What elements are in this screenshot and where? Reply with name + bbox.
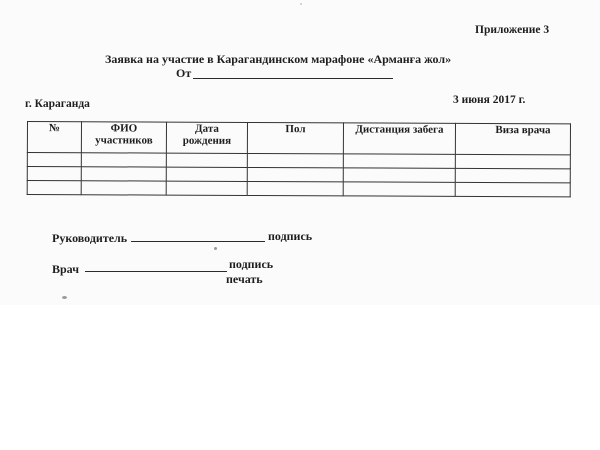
column-header-distance xyxy=(343,123,455,154)
column-header-visa xyxy=(455,123,570,155)
leader-signature-line xyxy=(131,241,265,242)
table-cell-visa xyxy=(455,182,570,197)
city-label: г. Караганда xyxy=(25,98,90,110)
scan-speck xyxy=(300,3,302,5)
table-cell-birthdate xyxy=(166,167,247,181)
doctor-label: Врач xyxy=(52,262,79,276)
table-body xyxy=(27,153,570,197)
column-header-label: участников xyxy=(95,134,153,147)
table-cell-number xyxy=(27,167,81,181)
from-label: От xyxy=(176,66,192,80)
leader-sign-label: подпись xyxy=(268,229,313,243)
column-header-fio xyxy=(81,122,166,153)
column-header-gender xyxy=(247,122,343,153)
table-cell-number xyxy=(27,153,81,167)
appendix-label: Приложение 3 xyxy=(475,24,550,36)
from-line xyxy=(193,78,393,79)
table-cell-gender xyxy=(247,167,343,181)
table-cell-fio xyxy=(81,167,166,181)
scan-speck xyxy=(62,296,67,299)
table-cell-distance xyxy=(343,154,455,168)
column-header-label: № xyxy=(48,122,61,135)
participants-table xyxy=(27,121,571,197)
table-cell-distance xyxy=(343,168,455,182)
table-cell-gender xyxy=(247,153,343,167)
form-title: Заявка на участие в Карагандинском марафоне «Арманға жол» xyxy=(105,52,452,66)
table-cell-birthdate xyxy=(166,153,247,167)
column-header-label: Виза врача xyxy=(495,124,551,137)
table-cell-visa xyxy=(455,154,570,169)
table-cell-number xyxy=(27,181,81,195)
column-header-label: ФИО xyxy=(110,122,138,135)
column-header-birthdate xyxy=(166,122,247,153)
column-header-label: Дата xyxy=(195,122,219,135)
doctor-sign-label: подпись xyxy=(229,257,274,271)
table-cell-fio xyxy=(81,153,166,167)
table-cell-distance xyxy=(343,182,455,196)
table-cell-gender xyxy=(247,181,343,195)
table-header-row xyxy=(27,122,570,155)
table-cell-birthdate xyxy=(166,181,247,195)
doctor-signature-line xyxy=(85,271,227,272)
date-label: 3 июня 2017 г. xyxy=(453,94,526,106)
doctor-stamp-label: печать xyxy=(226,272,263,286)
table-cell-fio xyxy=(81,181,166,195)
scan-speck xyxy=(214,247,217,250)
column-header-label: Пол xyxy=(285,123,306,136)
table-cell-visa xyxy=(455,168,570,183)
column-header-label: рождения xyxy=(182,134,232,147)
leader-label: Руководитель xyxy=(52,231,128,245)
column-header-number xyxy=(27,122,81,153)
table-row xyxy=(27,181,570,197)
column-header-label: Дистанция забега xyxy=(355,123,444,136)
